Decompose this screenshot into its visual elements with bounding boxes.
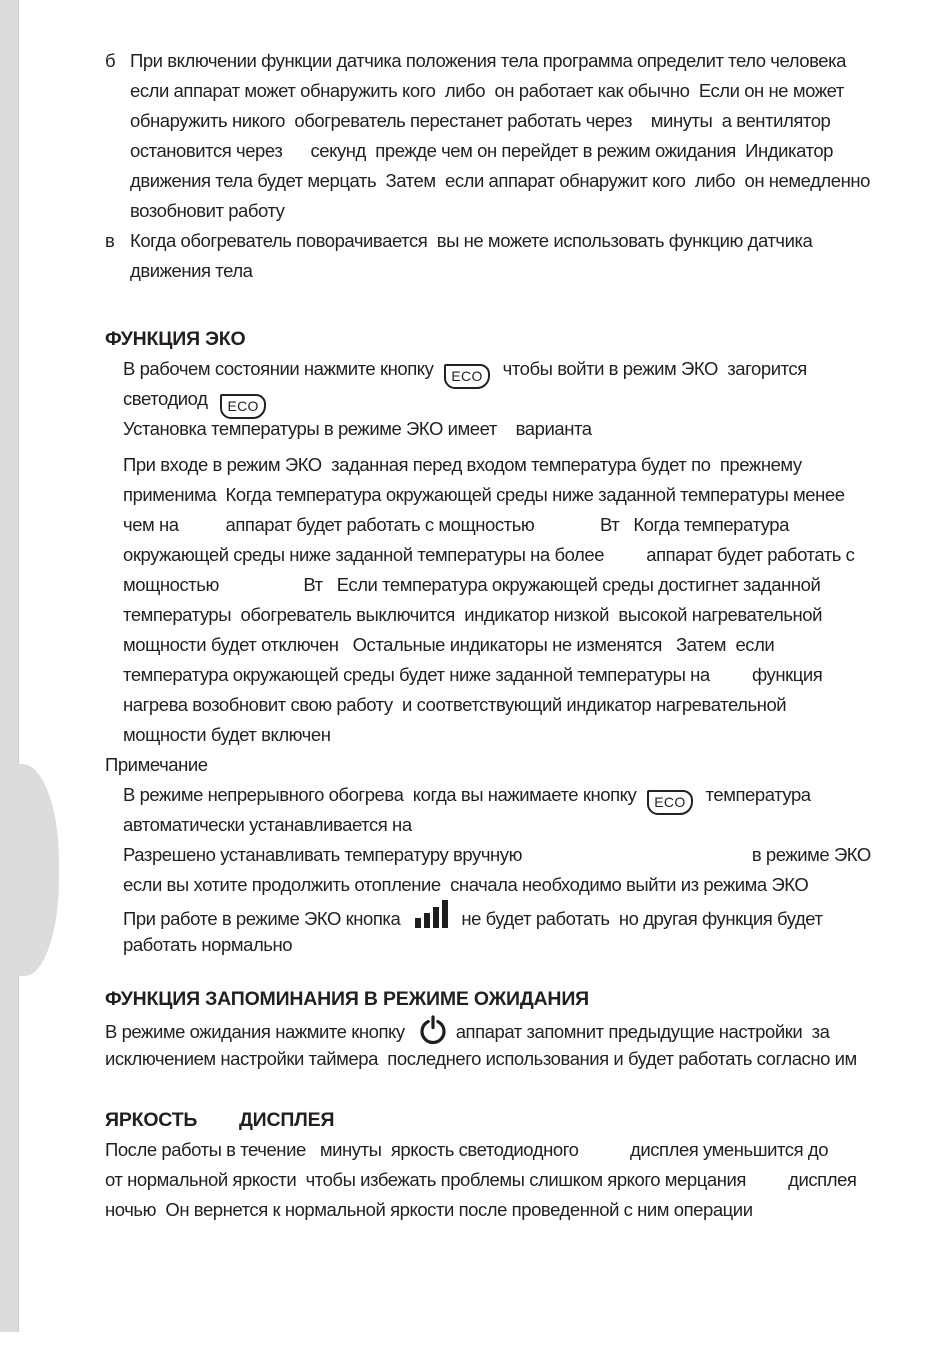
text-segment: не будет работать но другая функция будет [461, 908, 823, 929]
eco-icon-label: ECO [451, 368, 483, 384]
text-line: мощностью Вт Если температура окружающей среды достигнет заданной [123, 574, 821, 595]
note-heading: Примечание [105, 754, 208, 775]
note2-line1: Разрешено устанавливать температуру вручную в режиме ЭКО [123, 844, 871, 865]
text-segment: При работе в режиме ЭКО кнопка [123, 908, 401, 929]
eco-led-line [105, 384, 905, 414]
section-heading-brightness: ЯРКОСТЬ ДИСПЛЕЯ [105, 1109, 335, 1131]
text-line: остановится через секунд прежде чем он перейдет в режим ожидания Индикатор [130, 140, 833, 161]
list-item-b-text [130, 46, 905, 226]
text-line: обнаружить никого обогреватель перестанет работать через минуты а вентилятор [130, 110, 831, 131]
text-segment: В режиме ожидания нажмите кнопку [105, 1021, 405, 1042]
text-segment: В рабочем состоянии нажмите кнопку [123, 358, 434, 379]
note3-line1 [105, 900, 905, 930]
note1-line2: автоматически устанавливается на [123, 814, 412, 835]
page-edge-strip [0, 0, 19, 1332]
text-line: При входе в режим ЭКО заданная перед входом температура будет по прежнему [123, 454, 802, 475]
list-item-b [105, 46, 905, 226]
text-line: температуры обогреватель выключится индикатор низкой высокой нагревательной [123, 604, 822, 625]
text-line: ночью Он вернется к нормальной яркости после проведенной с ним операции [105, 1199, 753, 1220]
text-line: Когда обогреватель поворачивается вы не можете использовать функцию датчика [130, 230, 813, 251]
text-line: мощности будет отключен Остальные индикаторы не изменятся Затем если [123, 634, 775, 655]
text-line: от нормальной яркости чтобы избежать проблемы слишком яркого мерцания дисплея [105, 1169, 857, 1190]
text-line: движения тела [130, 260, 253, 281]
list-marker-b: б [105, 50, 116, 71]
text-line: применима Когда температура окружающей среды ниже заданной температуры менее [123, 484, 845, 505]
note3-line2: работать нормально [123, 934, 293, 955]
eco-button-icon [444, 364, 489, 389]
text-line: окружающей среды ниже заданной температуры на более аппарат будет работать с [123, 544, 855, 565]
list-item-v-text [130, 226, 905, 286]
text-line: если аппарат может обнаружить кого либо он работает как обычно Если он не может [130, 80, 844, 101]
text-segment: светодиод [123, 388, 208, 409]
memory-line1 [105, 1014, 905, 1044]
text-line: движения тела будет мерцать Затем если аппарат обнаружит кого либо он немедленно [130, 170, 870, 191]
text-line: После работы в течение минуты яркость светодиодного дисплея уменьшится до [105, 1139, 829, 1160]
note2-line2: если вы хотите продолжить отопление сначала необходимо выйти из режима ЭКО [123, 874, 809, 895]
eco-press-line [105, 354, 905, 384]
eco-button-icon [647, 790, 692, 815]
page-edge-thumb-tab [0, 764, 59, 976]
list-item-v [105, 226, 905, 286]
memory-line2: исключением настройки таймера последнего использования и будет работать согласно им [105, 1048, 857, 1069]
list-marker-v: в [105, 230, 115, 251]
section-heading-memory: ФУНКЦИЯ ЗАПОМИНАНИЯ В РЕЖИМЕ ОЖИДАНИЯ [105, 988, 589, 1010]
text-line: нагрева возобновит свою работу и соответствующий индикатор нагревательной [123, 694, 787, 715]
text-segment: В режиме непрерывного обогрева когда вы нажимаете кнопку [123, 784, 637, 805]
text-segment: аппарат запомнит предыдущие настройки за [455, 1021, 830, 1042]
text-line: возобновит работу [130, 200, 285, 221]
note1-line1 [105, 780, 905, 810]
eco-variants-line: Установка температуры в режиме ЭКО имеет варианта [123, 418, 592, 439]
text-line: чем на аппарат будет работать с мощностью Вт Когда температура [123, 514, 789, 535]
text-line: При включении функции датчика положения тела программа определит тело человека [130, 50, 847, 71]
text-segment: чтобы войти в режим ЭКО загорится [502, 358, 807, 379]
text-segment: температура [705, 784, 811, 805]
eco-icon-label: ECO [227, 398, 259, 414]
section-heading-eco: ФУНКЦИЯ ЭКО [105, 328, 246, 350]
heat-level-bars-icon [415, 900, 448, 928]
text-line: температура окружающей среды будет ниже заданной температуры на функция [123, 664, 823, 685]
text-line: мощности будет включен [123, 724, 331, 745]
eco-icon-label: ECO [654, 794, 686, 810]
page-content [105, 46, 905, 1225]
